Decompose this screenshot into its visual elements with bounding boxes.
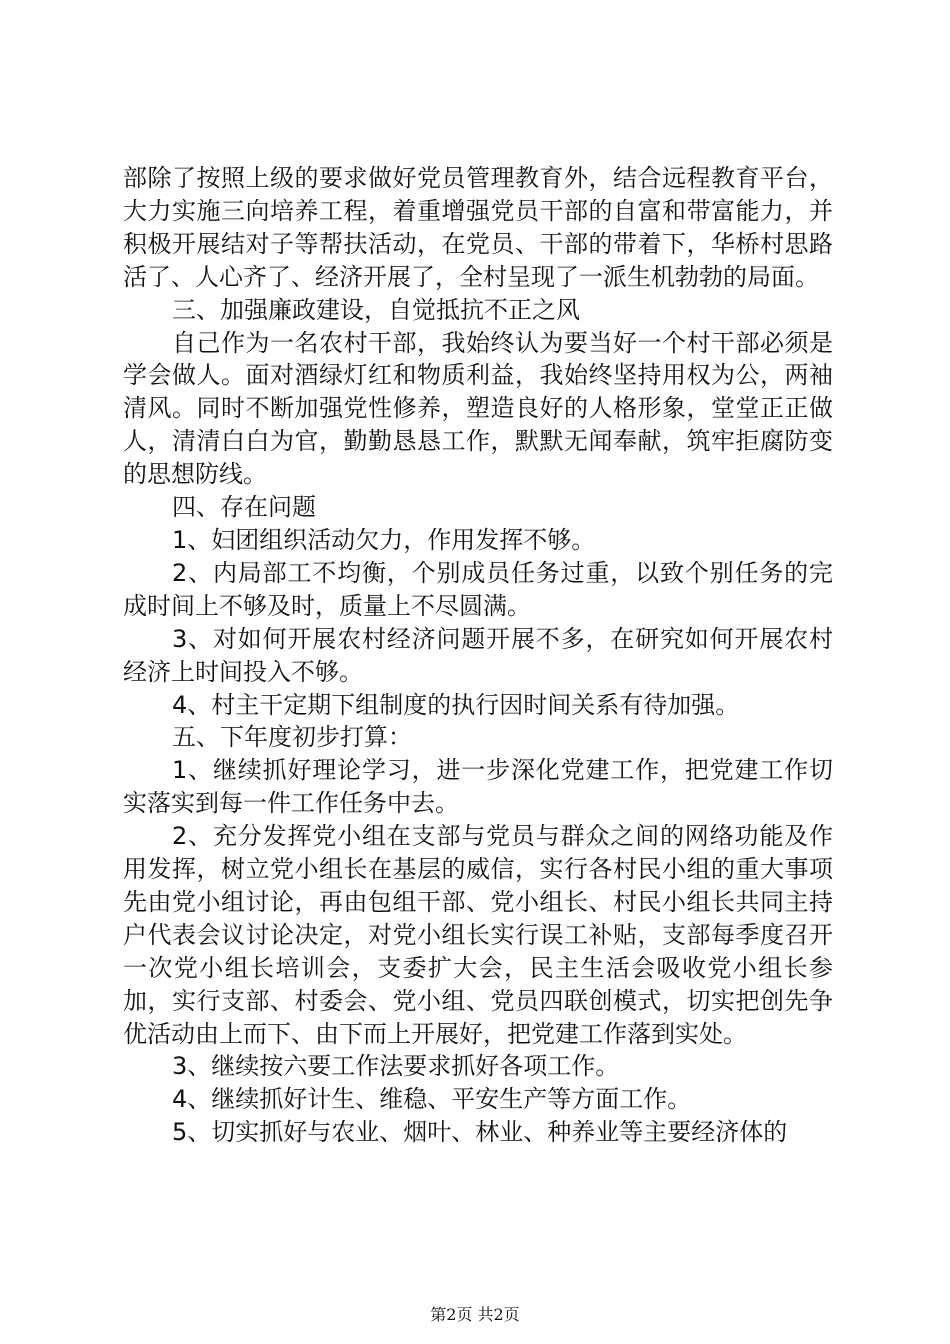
problem-item-2: 2、内局部工不均衡，个别成员任务过重，以致个别任务的完成时间上不够及时，质量上不尽圆满。 [123,558,833,620]
plan-item-3: 3、继续按六要工作法要求抓好各项工作。 [172,1052,620,1081]
plan-item-4: 4、继续抓好计生、维稳、平安生产等方面工作。 [172,1085,692,1114]
plan-item-2: 2、充分发挥党小组在支部与党员与群众之间的网络功能及作用发挥，树立党小组长在基层的威信，实行各村民小组的重大事项先由党小组讨论，再由包组干部、党小组长、村民小组长共同主持户代表会议讨论决定，对党小组长实行误工补贴，支部每季度召开一次党小组长培训会，支委扩大会，民主生活会吸收党小组长参加，实行支部、村委会、党小组、党员四联创模式，切实把创先争优活动由上而下、由下而上开展好，把党建工作落到实处。 [123,822,833,1048]
document-body [123,162,833,1149]
plan-item-5: 5、切实抓好与农业、烟叶、林业、种养业等主要经济体的 [172,1118,788,1147]
section-heading-4: 四、存在问题 [172,493,316,522]
problem-item-4: 4、村主干定期下组制度的执行因时间关系有待加强。 [172,690,740,719]
problem-item-3: 3、对如何开展农村经济问题开展不多，在研究如何开展农村经济上时间投入不够。 [123,624,833,686]
paragraph-2: 自己作为一名农村干部，我始终认为要当好一个村干部必须是学会做人。面对酒绿灯红和物质利益，我始终坚持用权为公，两袖清风。同时不断加强党性修养，塑造良好的人格形象，堂堂正正做人，清清白白为官，勤勤恳恳工作，默默无闻奉献，筑牢拒腐防变的思想防线。 [123,328,833,489]
page-number-footer: 第2页 共2页 [430,1305,520,1324]
section-heading-5: 五、下年度初步打算： [172,723,412,752]
plan-item-1: 1、继续抓好理论学习，进一步深化党建工作，把党建工作切实落实到每一件工作任务中去。 [123,756,833,818]
paragraph-1: 部除了按照上级的要求做好党员管理教育外，结合远程教育平台，大力实施三向培养工程，着重增强党员干部的自富和带富能力，并积极开展结对子等帮扶活动，在党员、干部的带着下，华桥村思路活了、人心齐了、经济开展了，全村呈现了一派生机勃勃的局面。 [123,164,833,291]
section-heading-3: 三、加强廉政建设，自觉抵抗不正之风 [172,295,580,324]
problem-item-1: 1、妇团组织活动欠力，作用发挥不够。 [172,525,596,554]
